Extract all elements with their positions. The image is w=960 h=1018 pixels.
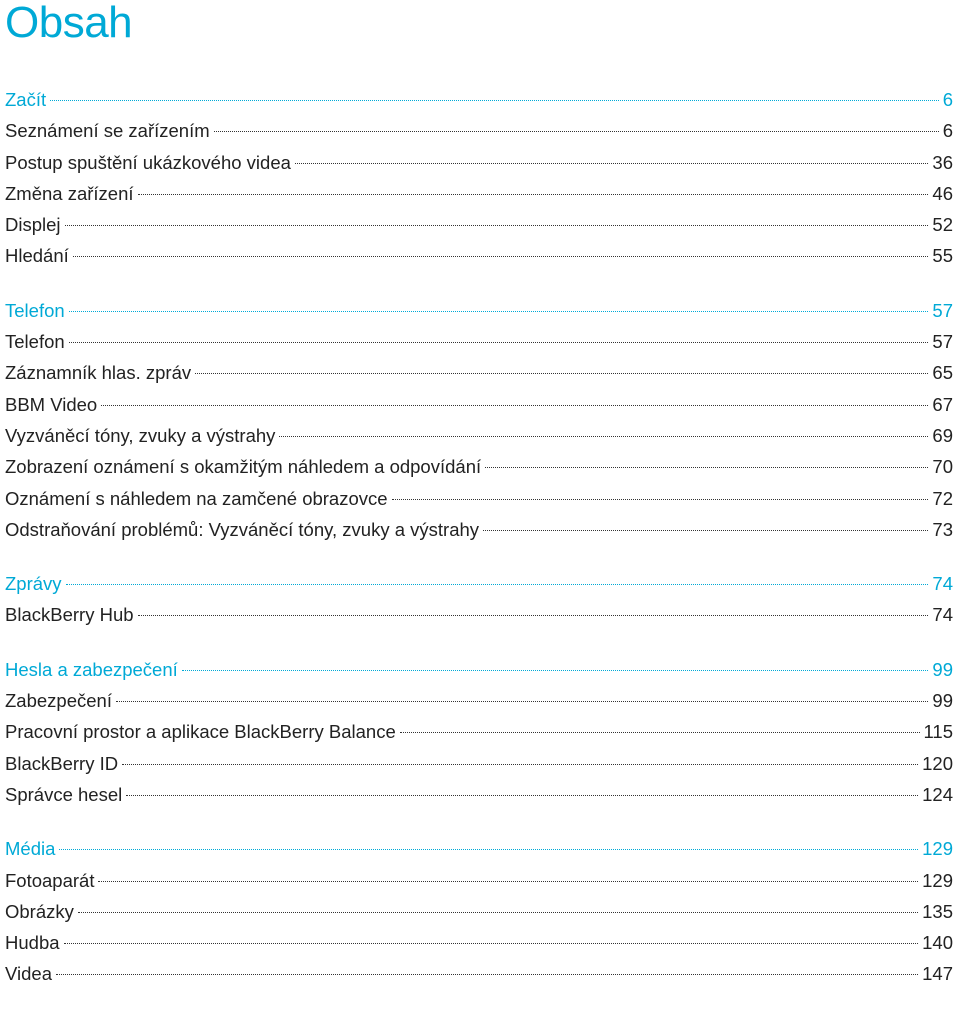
toc-heading-link[interactable]: [5, 295, 953, 326]
dot-leader: [392, 499, 929, 500]
toc-entry-title: Seznámení se zařízením: [5, 120, 210, 142]
toc-heading-title: Zprávy: [5, 573, 62, 595]
toc-entry-link[interactable]: [5, 483, 953, 514]
toc-entry-title: Fotoaparát: [5, 869, 95, 891]
toc-entry-page: 120: [922, 752, 953, 774]
dot-leader: [69, 311, 929, 312]
toc-entry-title: Vyzváněcí tóny, zvuky a výstrahy: [5, 424, 276, 446]
toc-entry-link[interactable]: [5, 716, 953, 747]
toc-entry-title: Zobrazení oznámení s okamžitým náhledem a odpovídání: [5, 456, 482, 478]
dot-leader: [65, 225, 929, 226]
toc-entry-link[interactable]: [5, 748, 953, 779]
dot-leader: [50, 100, 939, 101]
dot-leader: [126, 795, 918, 796]
toc-entry-title: BBM Video: [5, 393, 98, 415]
toc-entry-link[interactable]: [5, 147, 953, 178]
toc-entry-page: 74: [932, 604, 953, 626]
toc-entry-page: 140: [922, 932, 953, 954]
toc-entry-link[interactable]: [5, 514, 953, 545]
dot-leader: [116, 701, 928, 702]
dot-leader: [66, 584, 929, 585]
toc-entry-title: Zabezpečení: [5, 690, 112, 712]
toc-entry-title: Oznámení s náhledem na zamčené obrazovce: [5, 487, 388, 509]
toc-entry-link[interactable]: [5, 178, 953, 209]
toc-entry-page: 36: [932, 151, 953, 173]
toc-entry-page: 135: [922, 900, 953, 922]
toc-heading-title: Média: [5, 838, 56, 860]
toc-entry-title: Odstraňování problémů: Vyzváněcí tóny, zvuky a výstrahy: [5, 518, 480, 540]
toc-entry-page: 73: [932, 518, 953, 540]
toc-entry-title: Displej: [5, 214, 61, 236]
toc-heading-link[interactable]: [5, 833, 953, 864]
toc-entry-title: BlackBerry ID: [5, 752, 119, 774]
dot-leader: [59, 849, 918, 850]
dot-leader: [295, 163, 929, 164]
toc-entry-title: Hudba: [5, 932, 60, 954]
toc-entry-title: Pracovní prostor a aplikace BlackBerry Balance: [5, 721, 396, 743]
toc-section-hesla-a-zabezpeceni: [5, 654, 953, 810]
dot-leader: [122, 764, 918, 765]
toc-entry-title: BlackBerry Hub: [5, 604, 134, 626]
dot-leader: [279, 436, 928, 437]
toc-entry-link[interactable]: [5, 685, 953, 716]
toc-heading-title: Začít: [5, 89, 47, 110]
toc-entry-title: Správce hesel: [5, 783, 123, 805]
toc-entry-page: 69: [932, 424, 953, 446]
toc-section-telefon: [5, 295, 953, 545]
toc-entry-page: 147: [922, 963, 953, 985]
page-title: Obsah: [5, 0, 133, 47]
toc-entry-page: 124: [922, 783, 953, 805]
toc-entry-title: Záznamník hlas. zpráv: [5, 362, 192, 384]
dot-leader: [73, 256, 929, 257]
toc-heading-link[interactable]: [5, 568, 953, 599]
toc-entry-page: 99: [932, 690, 953, 712]
dot-leader: [138, 194, 929, 195]
dot-leader: [195, 373, 928, 374]
dot-leader: [483, 530, 928, 531]
toc-entry-title: Postup spuštění ukázkového videa: [5, 151, 291, 173]
toc-heading-page: 57: [932, 299, 953, 321]
toc-entry-page: 67: [932, 393, 953, 415]
dot-leader: [214, 131, 939, 132]
toc-entry-link[interactable]: [5, 927, 953, 958]
dot-leader: [182, 670, 929, 671]
toc-entry-link[interactable]: [5, 420, 953, 451]
toc-heading-page: 99: [932, 658, 953, 680]
toc-entry-link[interactable]: [5, 599, 953, 630]
toc-entry-link[interactable]: [5, 451, 953, 482]
toc-entry-link[interactable]: [5, 958, 953, 989]
toc-entry-title: Telefon: [5, 331, 65, 353]
toc-heading-page: 74: [932, 573, 953, 595]
toc-entry-link[interactable]: [5, 896, 953, 927]
toc-entry-page: 115: [923, 721, 953, 743]
dot-leader: [69, 342, 929, 343]
toc-entry-link[interactable]: [5, 209, 953, 240]
toc-heading-page: 6: [942, 89, 953, 110]
dot-leader: [78, 912, 918, 913]
toc-entry-link[interactable]: [5, 115, 953, 146]
dot-leader: [485, 467, 928, 468]
toc-entry-title: Obrázky: [5, 900, 74, 922]
toc-entry-page: 6: [942, 120, 953, 142]
toc-section-zpravy: [5, 568, 953, 631]
toc-section-media: [5, 833, 953, 989]
dot-leader: [64, 943, 919, 944]
toc-entry-link[interactable]: [5, 240, 953, 271]
dot-leader: [98, 881, 918, 882]
dot-leader: [101, 405, 928, 406]
dot-leader: [138, 615, 929, 616]
toc-entry-page: 72: [932, 487, 953, 509]
toc-entry-title: Videa: [5, 963, 52, 985]
toc-entry-page: 70: [932, 456, 953, 478]
toc-entry-page: 46: [932, 182, 953, 204]
dot-leader: [56, 974, 918, 975]
toc-entry-page: 52: [932, 214, 953, 236]
toc-entry-link[interactable]: [5, 357, 953, 388]
toc-heading-link[interactable]: [5, 654, 953, 685]
toc-entry-link[interactable]: [5, 326, 953, 357]
toc-heading-title: Hesla a zabezpečení: [5, 658, 178, 680]
toc-entry-title: Hledání: [5, 245, 69, 267]
toc-entry-page: 57: [932, 331, 953, 353]
toc-entry-page: 129: [922, 869, 953, 891]
toc-entry-link[interactable]: [5, 389, 953, 420]
table-of-contents: [5, 84, 953, 990]
toc-entry-link[interactable]: [5, 779, 953, 810]
toc-entry-title: Změna zařízení: [5, 182, 134, 204]
toc-heading-link[interactable]: [5, 84, 953, 115]
dot-leader: [400, 732, 920, 733]
toc-heading-page: 129: [922, 838, 953, 860]
toc-entry-page: 55: [932, 245, 953, 267]
toc-entry-page: 65: [932, 362, 953, 384]
toc-section-zacit: [5, 84, 953, 272]
toc-entry-link[interactable]: [5, 865, 953, 896]
toc-heading-title: Telefon: [5, 299, 65, 321]
